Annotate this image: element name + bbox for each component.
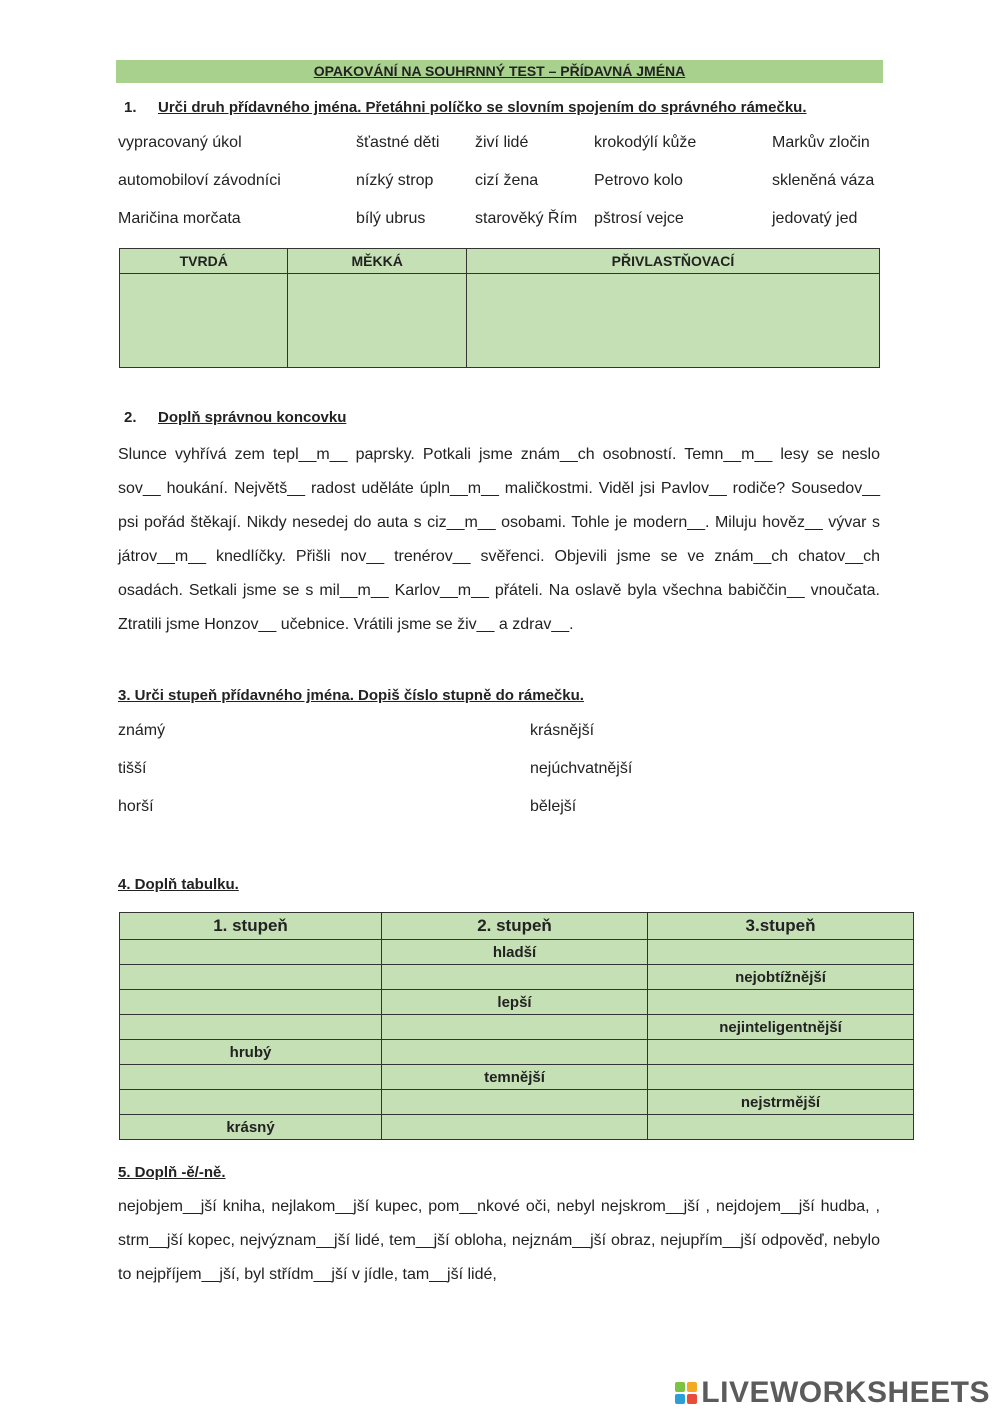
word-chip[interactable]: živí lidé [475,134,529,151]
degree-table [119,912,914,1140]
word-chip[interactable]: cizí žena [475,172,539,189]
drop-zone-tvrda[interactable] [120,274,288,368]
column-header-privlastnovaci: PŘIVLASTŇOVACÍ [467,249,880,274]
table-row [120,1090,914,1115]
task2-text[interactable]: Slunce vyhřívá zem tepl__m__ paprsky. Potkali jsme znám__ch osobností. Temn__m__ lesy se neslo sov__ houkání. Největš__ radost uděláte úpln__m__ maličkostmi. Viděl jsi Pavlov__ rodiče? Sousedov__ psi pořád štěkají. Nikdy nesedej do auta s ciz__m__ osobami. Tohle je modern__. Miluju hověz__ vývar s játrov__m__ knedlíčky. Přišli nov__ trenérov__ svěřenci. Objevili jsme se ve znám__ch chatov__ch osadách. Setkali jsme se s mil__m__ Karlov__m__ přáteli. Na oslavě byla všechna babiččin__ vnoučata. Ztratili jsme Honzov__ učebnice. Vrátili jsme se živ__ a zdrav__. [118,446,880,633]
task3-row [118,760,818,798]
word-chip[interactable]: šťastné děti [356,134,440,151]
task3-word: nejúchvatnější [530,760,633,777]
word-chip[interactable]: Petrovo kolo [594,172,683,189]
logo-icon [675,1382,697,1404]
table-row [120,990,914,1015]
column-header-mekka: MĚKKÁ [288,249,467,274]
word-chip[interactable]: skleněná váza [772,172,875,189]
table-cell: nejstrmější [648,1090,914,1115]
task3-word: známý [118,722,166,739]
task3-word-list [118,722,818,836]
table-row [120,1115,914,1140]
table-cell: krásný [120,1115,382,1140]
table-cell: nejobtížnější [648,965,914,990]
table-row [120,1040,914,1065]
word-chip[interactable]: Markův zločin [772,134,870,151]
word-chip[interactable]: pštrosí vejce [594,210,684,227]
table-cell[interactable] [382,965,648,990]
table-row [120,1015,914,1040]
table-cell: lepší [382,990,648,1015]
task1-heading-text: Urči druh přídavného jména. Přetáhni políčko se slovním spojením do správného rámečku. [158,99,807,116]
word-row [118,210,898,248]
liveworksheets-logo [675,1376,990,1410]
task5-paragraph [118,1190,880,1292]
task3-word: krásnější [530,722,595,739]
table-cell[interactable] [648,990,914,1015]
task5-heading: 5. Doplň -ě/-ně. [118,1164,226,1181]
column-header-stupen1: 1. stupeň [120,913,382,940]
task3-row [118,798,818,836]
table-cell[interactable] [648,940,914,965]
table-cell[interactable] [648,1040,914,1065]
word-chip[interactable]: krokodýlí kůže [594,134,697,151]
table-cell: temnější [382,1065,648,1090]
table-cell: nejinteligentnější [648,1015,914,1040]
task3-word: tišší [118,760,147,777]
column-header-stupen3: 3.stupeň [648,913,914,940]
drop-zone-mekka[interactable] [288,274,467,368]
task2-paragraph [118,438,880,642]
table-row [120,1065,914,1090]
table-cell[interactable] [382,1015,648,1040]
table-cell: hrubý [120,1040,382,1065]
table-cell[interactable] [382,1040,648,1065]
task1-drop-table [119,248,880,368]
table-cell[interactable] [120,965,382,990]
task3-heading: 3. Urči stupeň přídavného jména. Dopiš číslo stupně do rámečku. [118,687,584,704]
task3-word: horší [118,798,154,815]
table-cell[interactable] [648,1065,914,1090]
task1-word-bank [118,134,898,248]
column-header-tvrda: TVRDÁ [120,249,288,274]
task5-text[interactable]: nejobjem__jší kniha, nejlakom__jší kupec, pom__nkové oči, nebyl nejskrom__jší , nejdojem__jší hudba, , strm__jší kopec, nejvýznam__jší lidé, tem__jší obloha, nejznám__jší obraz, nejupřím__jší odpověď, nebylo to nejpříjem__jší, byl střídm__jší v jídle, tam__jší lidé, [118,1198,880,1283]
word-chip[interactable]: Maričina morčata [118,210,241,227]
task3-word: bělejší [530,798,577,815]
table-row [120,965,914,990]
logo-text: LIVEWORKSHEETS [701,1376,990,1409]
word-row [118,172,898,210]
drop-zone-privlastnovaci[interactable] [467,274,880,368]
table-cell[interactable] [382,1090,648,1115]
task1-heading [124,99,807,116]
page-title: OPAKOVÁNÍ NA SOUHRNNÝ TEST – PŘÍDAVNÁ JMÉNA [116,60,883,83]
table-cell[interactable] [648,1115,914,1140]
table-cell[interactable] [120,990,382,1015]
column-header-stupen2: 2. stupeň [382,913,648,940]
task4-heading: 4. Doplň tabulku. [118,876,239,893]
task2-heading-text: Doplň správnou koncovku [158,409,347,426]
word-chip[interactable]: automobiloví závodníci [118,172,281,189]
word-chip[interactable]: vypracovaný úkol [118,134,242,151]
word-chip[interactable]: jedovatý jed [772,210,858,227]
task1-number: 1. [124,99,137,116]
table-row [120,940,914,965]
task3-row [118,722,818,760]
table-cell[interactable] [382,1115,648,1140]
task2-number: 2. [124,409,137,426]
table-cell[interactable] [120,1015,382,1040]
table-cell[interactable] [120,1090,382,1115]
word-chip[interactable]: nízký strop [356,172,434,189]
task2-heading [124,409,346,426]
table-cell: hladší [382,940,648,965]
table-cell[interactable] [120,1065,382,1090]
word-chip[interactable]: starověký Řím [475,210,578,227]
word-chip[interactable]: bílý ubrus [356,210,426,227]
word-row [118,134,898,172]
table-cell[interactable] [120,940,382,965]
